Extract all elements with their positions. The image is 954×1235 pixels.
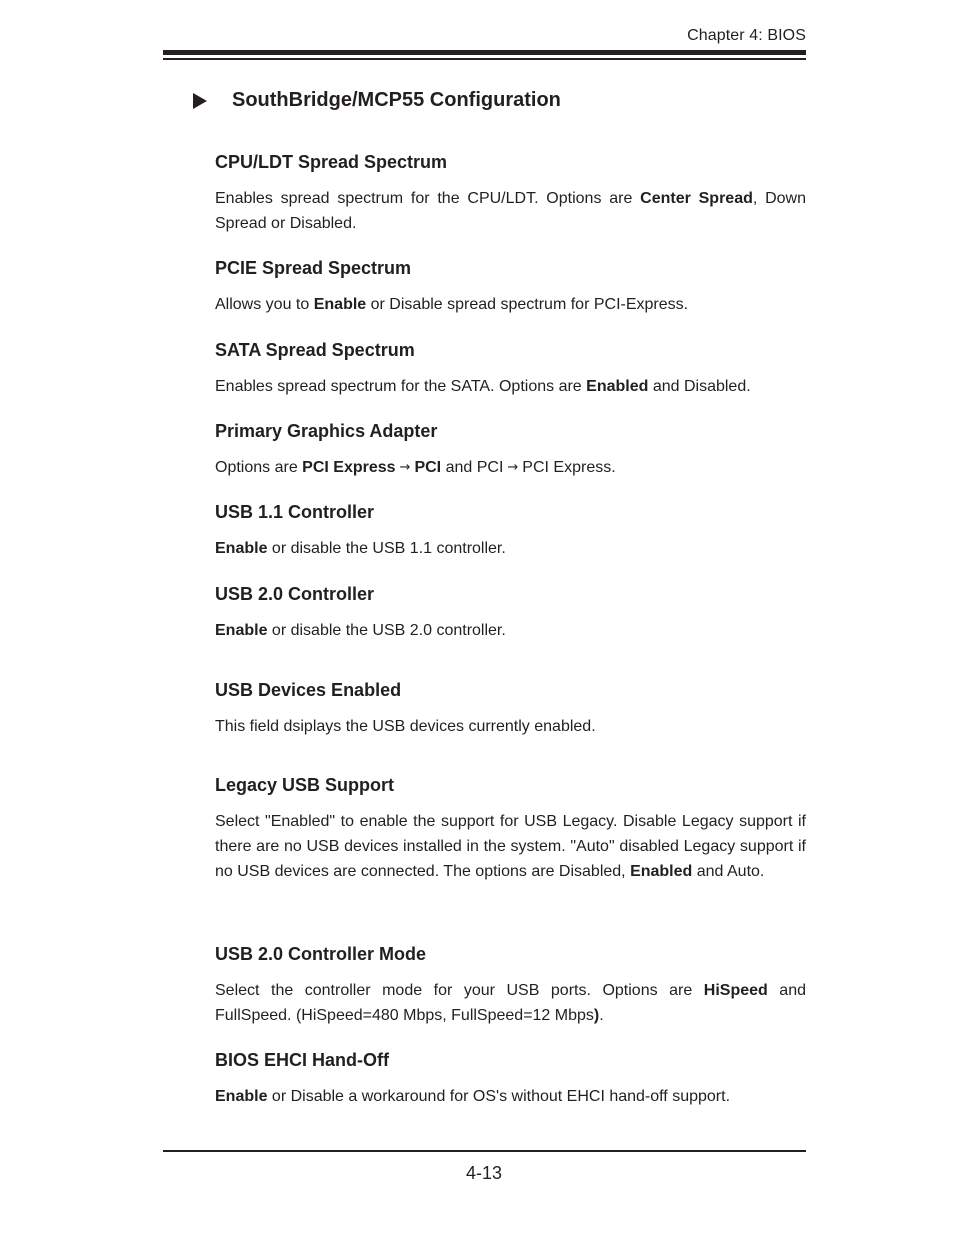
- default-option: PCI Express: [302, 459, 396, 476]
- default-option: PCI: [414, 459, 442, 476]
- description-text: and PCI: [441, 459, 504, 476]
- item-description: [215, 1084, 806, 1109]
- description-text: Select "Enabled" to enable the support for USB Legacy. Disable Legacy support if there are no USB devices installed in the system. "Auto" disabled Legacy support if no USB devices are connected. The options are Disabled,: [215, 813, 806, 880]
- default-option: Enable: [313, 296, 367, 313]
- description-text: .: [599, 1007, 604, 1024]
- description-text: or disable the USB 1.1 controller.: [267, 540, 506, 557]
- description-text: Select the controller mode for your USB ports. Options are: [215, 982, 704, 999]
- item-title: BIOS EHCI Hand-Off: [215, 1050, 389, 1070]
- item-pcie-spread-spectrum: [215, 257, 806, 317]
- description-text: or Disable spread spectrum for PCI-Express.: [366, 296, 689, 313]
- item-title: USB 2.0 Controller Mode: [215, 944, 427, 964]
- item-title: USB Devices Enabled: [215, 680, 402, 700]
- item-bios-ehci-hand-off: [215, 1049, 806, 1109]
- item-title: Primary Graphics Adapter: [215, 421, 438, 441]
- footer-rule: [163, 1150, 806, 1152]
- item-usb-2-0-controller-mode: [215, 943, 806, 1028]
- description-text: or disable the USB 2.0 controller.: [267, 622, 506, 639]
- default-option: Enabled: [586, 378, 649, 395]
- description-text: Options are: [215, 459, 303, 476]
- item-title: USB 2.0 Controller: [215, 584, 375, 604]
- bold-parenthesis: ): [593, 1007, 600, 1024]
- description-text: , Down Spread or Disabled.: [215, 190, 807, 232]
- section-heading: [193, 89, 561, 112]
- item-description: [215, 374, 806, 399]
- page-number: 4-13: [465, 1163, 503, 1183]
- item-description: [215, 455, 806, 480]
- item-title: PCIE Spread Spectrum: [215, 258, 412, 278]
- item-description: [215, 186, 806, 236]
- item-description: [215, 618, 806, 643]
- item-description: [215, 809, 806, 884]
- item-description: [215, 536, 806, 561]
- item-usb-devices-enabled: [215, 679, 806, 739]
- description-text: Enables spread spectrum for the CPU/LDT. Options are: [215, 190, 641, 207]
- header-rule-thin: [163, 58, 806, 60]
- header-rule-thick: [163, 50, 806, 55]
- item-usb-1-1-controller: [215, 501, 806, 561]
- arrow-right-icon: →: [399, 460, 411, 475]
- running-header: Chapter 4: BIOS: [687, 27, 806, 44]
- item-cpu-ldt-spread-spectrum: [215, 151, 806, 236]
- description-text: Enables spread spectrum for the SATA. Options are: [215, 378, 587, 395]
- default-option: Enabled: [630, 863, 693, 880]
- description-text: or Disable a workaround for OS's without EHCI hand-off support.: [267, 1088, 731, 1105]
- item-description: [215, 714, 806, 739]
- default-option: Center Spread: [640, 190, 753, 207]
- default-option: HiSpeed: [703, 982, 768, 999]
- section-title: SouthBridge/MCP55 Configuration: [232, 89, 561, 111]
- item-description: [215, 292, 806, 317]
- item-title: SATA Spread Spectrum: [215, 340, 415, 360]
- item-primary-graphics-adapter: [215, 420, 806, 480]
- description-text: and Auto.: [692, 863, 765, 880]
- description-text: Allows you to: [215, 296, 314, 313]
- default-option: Enable: [215, 1088, 268, 1105]
- default-option: Enable: [215, 540, 268, 557]
- triangle-bullet-icon: [193, 93, 207, 109]
- default-option: Enable: [215, 622, 268, 639]
- description-text: This field dsiplays the USB devices currently enabled.: [215, 718, 596, 735]
- arrow-right-icon: →: [507, 460, 519, 475]
- item-legacy-usb-support: [215, 774, 806, 884]
- description-text: and FullSpeed. (HiSpeed=480 Mbps, FullSpeed=12 Mbps: [215, 982, 807, 1024]
- description-text: and Disabled.: [648, 378, 751, 395]
- item-sata-spread-spectrum: [215, 339, 806, 399]
- item-title: USB 1.1 Controller: [215, 502, 375, 522]
- item-description: [215, 978, 806, 1028]
- item-title: CPU/LDT Spread Spectrum: [215, 152, 448, 172]
- item-title: Legacy USB Support: [215, 775, 395, 795]
- item-usb-2-0-controller: [215, 583, 806, 643]
- description-text: PCI Express.: [522, 459, 616, 476]
